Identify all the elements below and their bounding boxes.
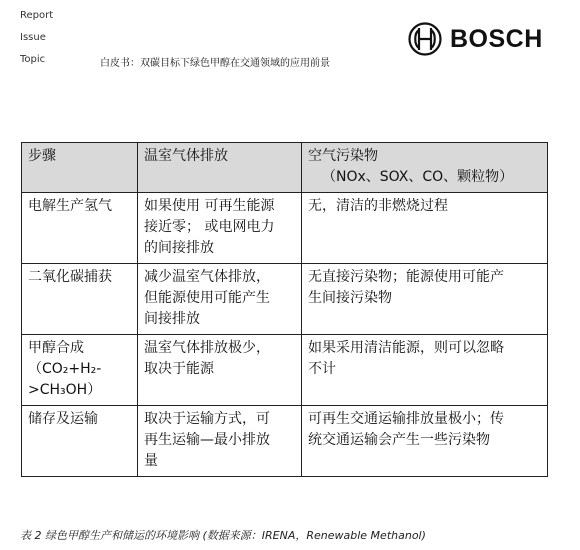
cell-text-line: 接近零； 或电网电力 <box>144 219 275 235</box>
cell-text-line: 取决于运输方式，可 <box>144 411 270 427</box>
cell-text-line: 间接排放 <box>144 311 200 327</box>
cell-ghg <box>138 264 302 335</box>
cell-text-line: 二氧化碳捕获 <box>28 269 112 285</box>
cell-text-line: 无直接污染物；能源使用可能产 <box>308 269 504 285</box>
cell-step <box>22 264 138 335</box>
cell-ghg <box>138 406 302 477</box>
cell-air <box>302 335 548 406</box>
cell-text-line: 但能源使用可能产生 <box>144 290 270 306</box>
report-label: Report <box>20 10 54 21</box>
cell-text-line: 生间接污染物 <box>308 290 392 306</box>
environmental-impact-table <box>21 142 548 477</box>
cell-ghg <box>138 335 302 406</box>
brand-name: BOSCH <box>450 24 543 53</box>
cell-text-line: 量 <box>144 453 158 469</box>
header-step: 步骤 <box>22 143 138 193</box>
bosch-logo <box>408 22 543 56</box>
header-air-pollutants <box>302 143 548 193</box>
cell-text-line: 减少温室气体排放， <box>144 269 270 285</box>
topic-value: 白皮书：双碳目标下绿色甲醇在交通领域的应用前景 <box>100 58 330 69</box>
cell-step <box>22 406 138 477</box>
cell-text-line: 可再生交通运输排放量极小；传 <box>308 411 504 427</box>
cell-text-line: 温室气体排放极少， <box>144 340 270 356</box>
issue-label: Issue <box>20 32 46 43</box>
cell-text-line: （CO₂+H₂- <box>28 361 102 377</box>
cell-air <box>302 264 548 335</box>
cell-text-line: 电解生产氢气 <box>28 198 112 214</box>
cell-text-line: 甲醇合成 <box>28 340 84 356</box>
header-ghg: 温室气体排放 <box>138 143 302 193</box>
cell-text-line: 不计 <box>308 361 336 377</box>
cell-text-line: 统交通运输会产生一些污染物 <box>308 432 490 448</box>
header-air-subtitle: （NOx、SOX、CO、颗粒物） <box>322 169 514 185</box>
table-caption: 表 2 绿色甲醇生产和储运的环境影响 (数据来源：IRENA，Renewable Methanol) <box>20 529 426 542</box>
cell-text-line: 无，清洁的非燃烧过程 <box>308 198 448 214</box>
table-body <box>22 193 548 477</box>
cell-text-line: 取决于能源 <box>144 361 214 377</box>
table-row <box>22 335 548 406</box>
cell-text-line: 的间接排放 <box>144 240 214 256</box>
cell-text-line: 再生运输—最小排放 <box>144 432 270 448</box>
table-header-row <box>22 143 548 193</box>
cell-step <box>22 193 138 264</box>
cell-air <box>302 193 548 264</box>
cell-text-line: >CH₃OH） <box>28 382 102 398</box>
cell-step <box>22 335 138 406</box>
table-row <box>22 264 548 335</box>
table-row <box>22 406 548 477</box>
topic-label: Topic <box>20 54 46 65</box>
cell-air <box>302 406 548 477</box>
header-air-title: 空气污染物 <box>308 148 378 164</box>
bosch-armature-icon <box>408 22 442 56</box>
cell-ghg <box>138 193 302 264</box>
cell-text-line: 如果使用 可再生能源 <box>144 198 275 214</box>
cell-text-line: 如果采用清洁能源，则可以忽略 <box>308 340 504 356</box>
cell-text-line: 储存及运输 <box>28 411 98 427</box>
table-row <box>22 193 548 264</box>
